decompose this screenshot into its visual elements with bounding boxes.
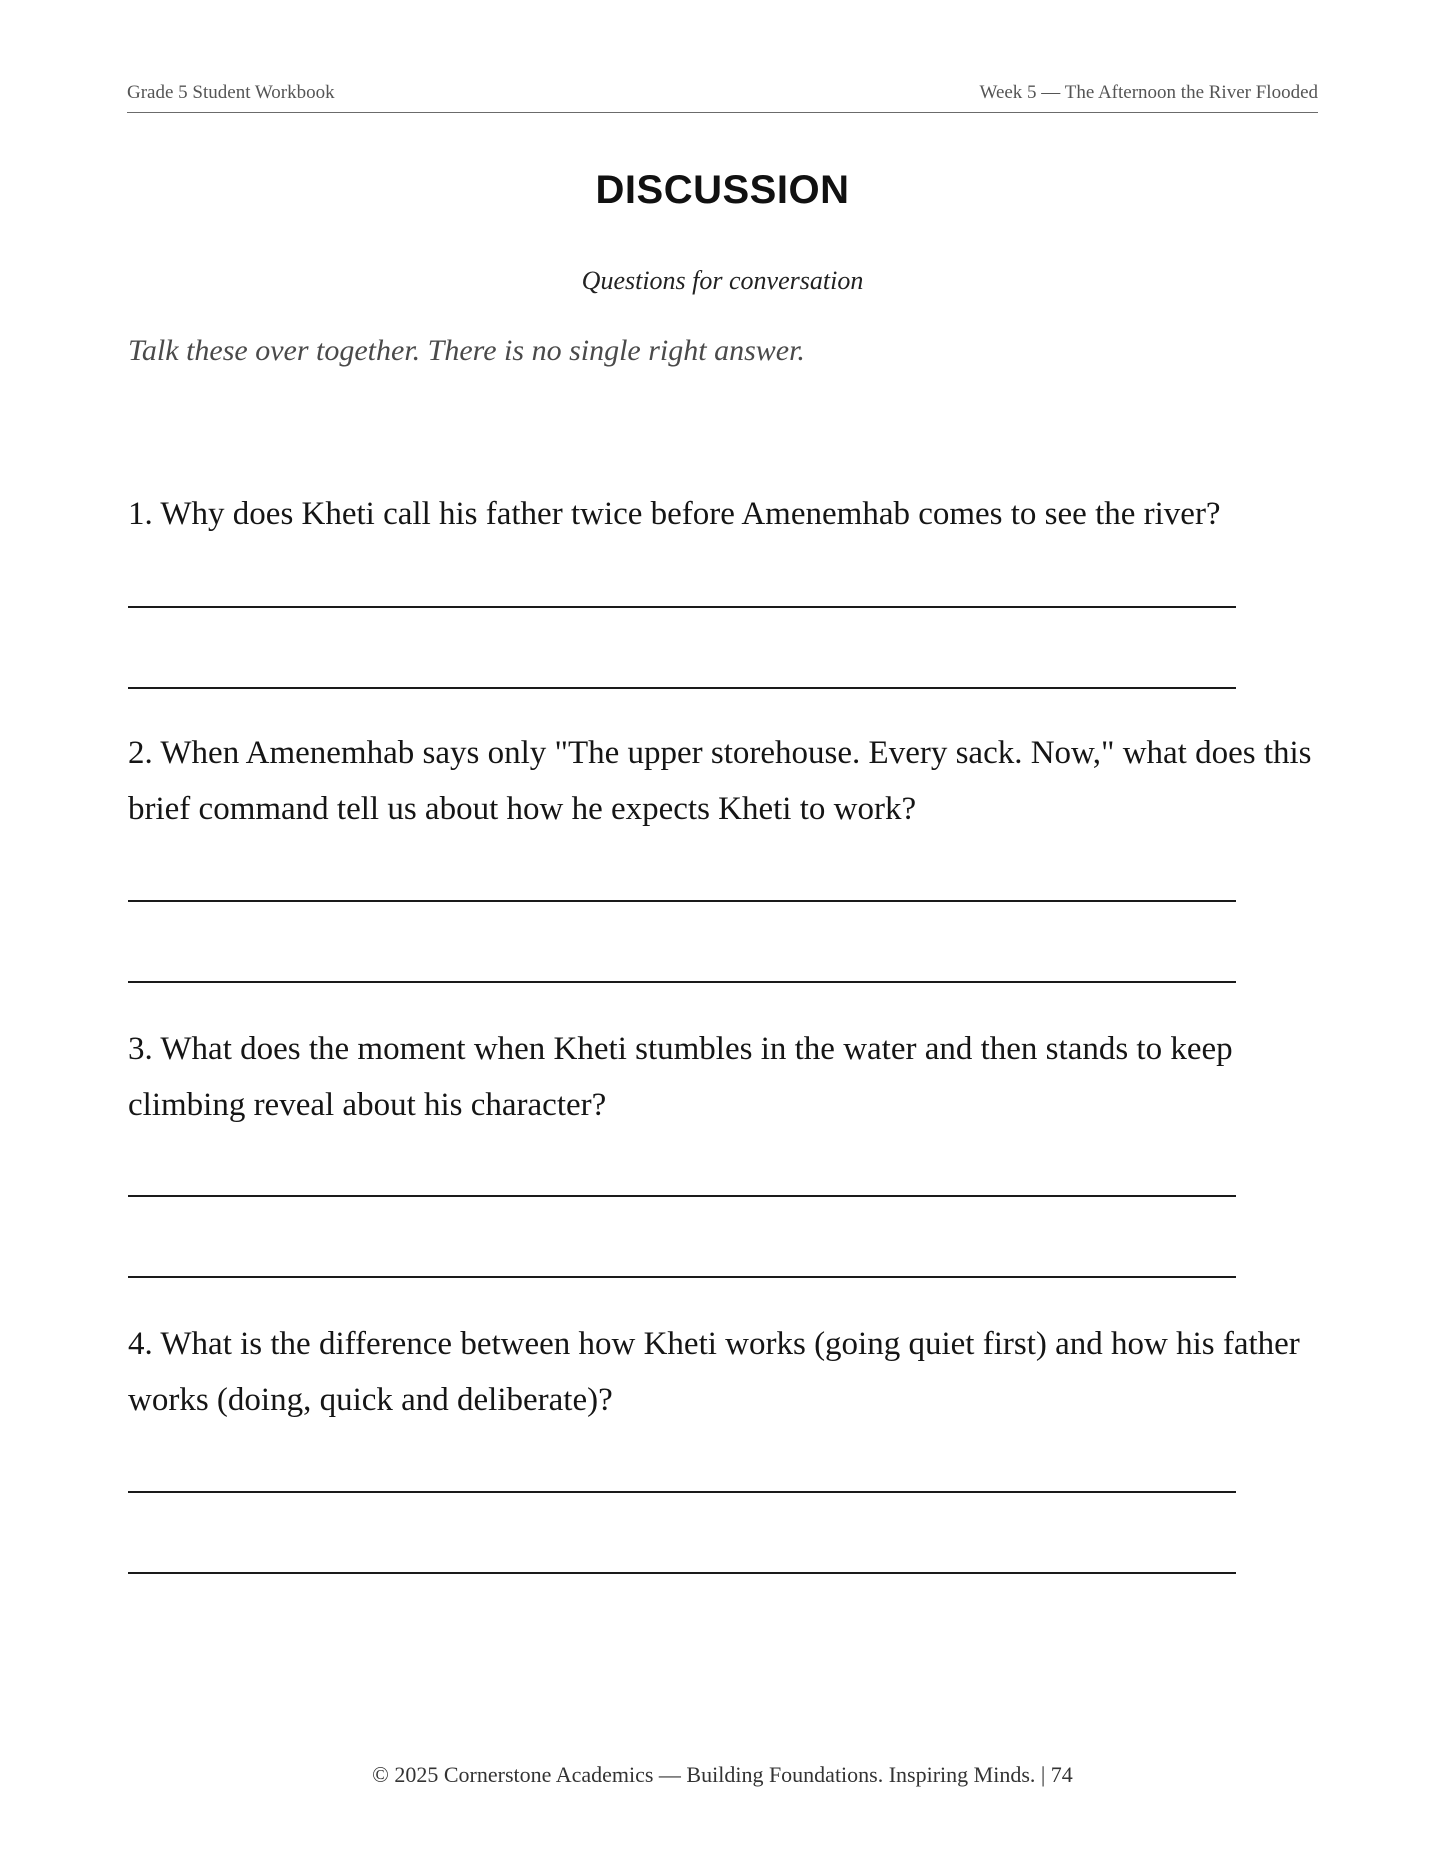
header-week-label: Week 5 — The Afternoon the River Flooded [979, 82, 1318, 103]
answer-line-2b[interactable] [128, 981, 1236, 983]
answer-line-1a[interactable] [128, 606, 1236, 608]
question-1: 1. Why does Kheti call his father twice before Amenemhab comes to see the river? [128, 496, 1221, 532]
header-workbook-label: Grade 5 Student Workbook [127, 82, 335, 103]
question-2: 2. When Amenemhab says only "The upper storehouse. Every sack. Now," what does this brief command tell us about how he expects Kheti to work? [128, 735, 1312, 827]
answer-line-4a[interactable] [128, 1491, 1236, 1493]
answer-line-3a[interactable] [128, 1195, 1236, 1197]
answer-line-3b[interactable] [128, 1276, 1236, 1278]
page-footer: © 2025 Cornerstone Academics — Building Foundations. Inspiring Minds. | 74 [372, 1762, 1073, 1787]
instructions-text: Talk these over together. There is no single right answer. [128, 334, 805, 367]
question-3: 3. What does the moment when Kheti stumbles in the water and then stands to keep climbing reveal about his character? [128, 1031, 1233, 1123]
answer-line-2a[interactable] [128, 900, 1236, 902]
page-subtitle: Questions for conversation [581, 266, 864, 295]
answer-line-1b[interactable] [128, 687, 1236, 689]
running-header [127, 82, 1318, 113]
page-title: DISCUSSION [595, 168, 850, 212]
question-4: 4. What is the difference between how Kheti works (going quiet first) and how his father works (doing, quick and deliberate)? [128, 1326, 1300, 1418]
answer-line-4b[interactable] [128, 1572, 1236, 1574]
